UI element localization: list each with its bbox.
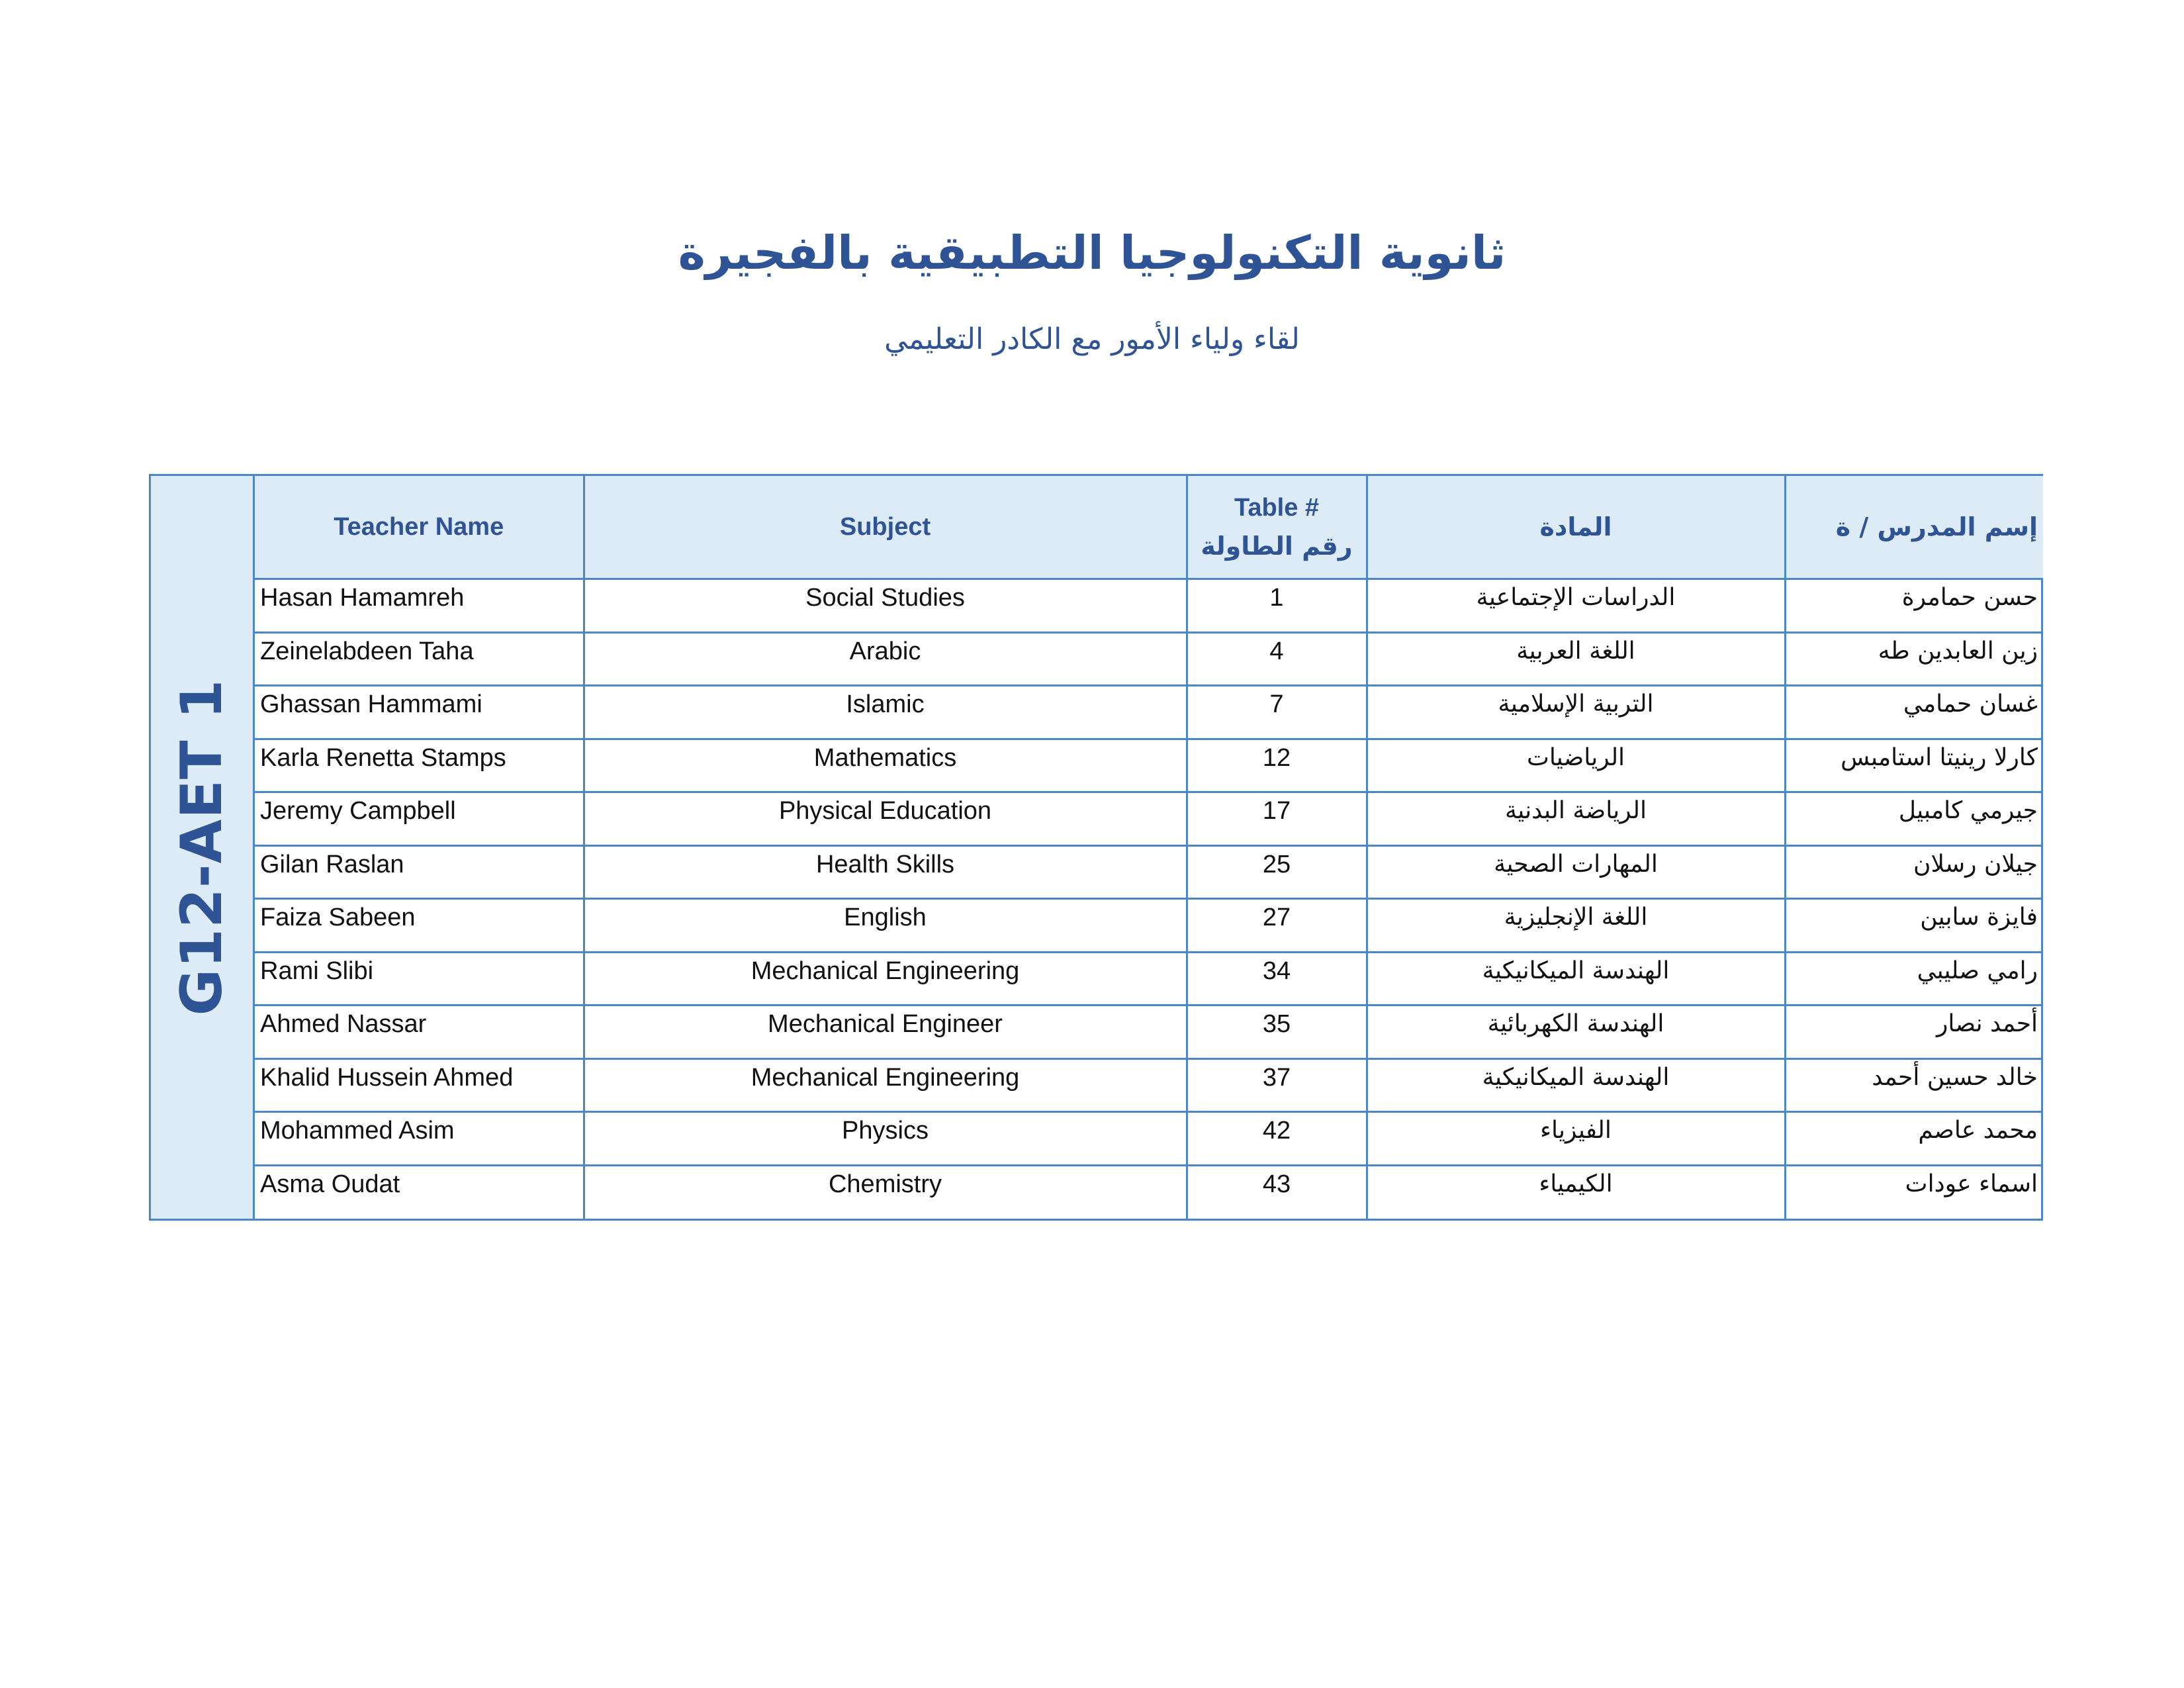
table-row [255,739,2043,792]
subject-ar-cell: المهارات الصحية [1367,845,1785,899]
subject-ar-cell: الكيمياء [1367,1165,1785,1219]
table-row [255,1165,2043,1219]
teacher-name-cell: Hasan Hamamreh [255,579,584,633]
table-number-cell: 25 [1187,845,1367,899]
teacher-name-ar-cell: جيرمي كامبيل [1785,792,2043,846]
table-number-cell: 37 [1187,1058,1367,1112]
teacher-table [255,476,2043,1219]
subject-ar-cell: الهندسة الميكانيكية [1367,952,1785,1006]
subject-cell: Physical Education [584,792,1187,846]
subject-ar-cell: اللغة العربية [1367,632,1785,686]
header-subject-ar: المادة [1367,476,1785,579]
subject-ar-cell: الهندسة الميكانيكية [1367,1058,1785,1112]
teacher-name-ar-cell: رامي صليبي [1785,952,2043,1006]
subject-ar-cell: التربية الإسلامية [1367,686,1785,739]
header-table-number-ar: رقم الطاولة [1201,531,1353,561]
teacher-name-ar-cell: محمد عاصم [1785,1112,2043,1166]
table-row [255,899,2043,953]
table-row [255,792,2043,846]
header-teacher-name: Teacher Name [255,476,584,579]
teacher-name-ar-cell: اسماء عودات [1785,1165,2043,1219]
subject-cell: Mechanical Engineer [584,1006,1187,1059]
teacher-name-cell: Gilan Raslan [255,845,584,899]
teacher-name-ar-cell: زين العابدين طه [1785,632,2043,686]
table-number-cell: 7 [1187,686,1367,739]
table-number-cell: 17 [1187,792,1367,846]
teacher-table-sheet [149,474,2043,1221]
subject-ar-cell: الفيزياء [1367,1112,1785,1166]
table-row [255,579,2043,633]
table-row [255,952,2043,1006]
teacher-name-ar-cell: غسان حمامي [1785,686,2043,739]
table-number-cell: 4 [1187,632,1367,686]
subject-cell: Islamic [584,686,1187,739]
table-row [255,632,2043,686]
teacher-name-cell: Asma Oudat [255,1165,584,1219]
subject-ar-cell: الرياضة البدنية [1367,792,1785,846]
teacher-name-cell: Zeinelabdeen Taha [255,632,584,686]
table-row [255,845,2043,899]
header-table-number [1187,476,1367,579]
table-header-row [255,476,2043,579]
table-row [255,686,2043,739]
teacher-name-cell: Karla Renetta Stamps [255,739,584,792]
table-number-cell: 27 [1187,899,1367,953]
subject-ar-cell: الدراسات الإجتماعية [1367,579,1785,633]
teacher-name-cell: Rami Slibi [255,952,584,1006]
subject-ar-cell: الهندسة الكهربائية [1367,1006,1785,1059]
subject-ar-cell: الرياضيات [1367,739,1785,792]
teacher-name-ar-cell: فايزة سابين [1785,899,2043,953]
table-number-cell: 34 [1187,952,1367,1006]
teacher-name-ar-cell: كارلا رينيتا استامبس [1785,739,2043,792]
table-row [255,1112,2043,1166]
header-table-number-en: Table # [1234,493,1320,522]
teacher-name-ar-cell: خالد حسين أحمد [1785,1058,2043,1112]
header-teacher-name-ar: إسم المدرس / ة [1785,476,2043,579]
subject-cell: Health Skills [584,845,1187,899]
teacher-name-ar-cell: أحمد نصار [1785,1006,2043,1059]
subject-cell: Arabic [584,632,1187,686]
table-number-cell: 42 [1187,1112,1367,1166]
subject-cell: English [584,899,1187,953]
teacher-name-cell: Ghassan Hammami [255,686,584,739]
page-title: ثانوية التكنولوجيا التطبيقية بالفجيرة [678,226,1506,280]
subject-cell: Chemistry [584,1165,1187,1219]
table-number-cell: 35 [1187,1006,1367,1059]
page-subtitle: لقاء ولياء الأمور مع الكادر التعليمي [884,322,1300,356]
table-row [255,1058,2043,1112]
table-number-cell: 1 [1187,579,1367,633]
subject-ar-cell: اللغة الإنجليزية [1367,899,1785,953]
table-number-cell: 43 [1187,1165,1367,1219]
teacher-name-ar-cell: حسن حمامرة [1785,579,2043,633]
teacher-name-cell: Jeremy Campbell [255,792,584,846]
table-row [255,1006,2043,1059]
header-subject: Subject [584,476,1187,579]
subject-cell: Physics [584,1112,1187,1166]
subject-cell: Mechanical Engineering [584,1058,1187,1112]
table-number-cell: 12 [1187,739,1367,792]
teacher-name-cell: Faiza Sabeen [255,899,584,953]
teacher-name-cell: Mohammed Asim [255,1112,584,1166]
class-label: G12-AET 1 [169,679,235,1016]
table-body [255,579,2043,1219]
subject-cell: Mechanical Engineering [584,952,1187,1006]
subject-cell: Mathematics [584,739,1187,792]
teacher-name-cell: Ahmed Nassar [255,1006,584,1059]
subject-cell: Social Studies [584,579,1187,633]
teacher-name-ar-cell: جيلان رسلان [1785,845,2043,899]
teacher-name-cell: Khalid Hussein Ahmed [255,1058,584,1112]
class-label-cell [151,476,255,1219]
